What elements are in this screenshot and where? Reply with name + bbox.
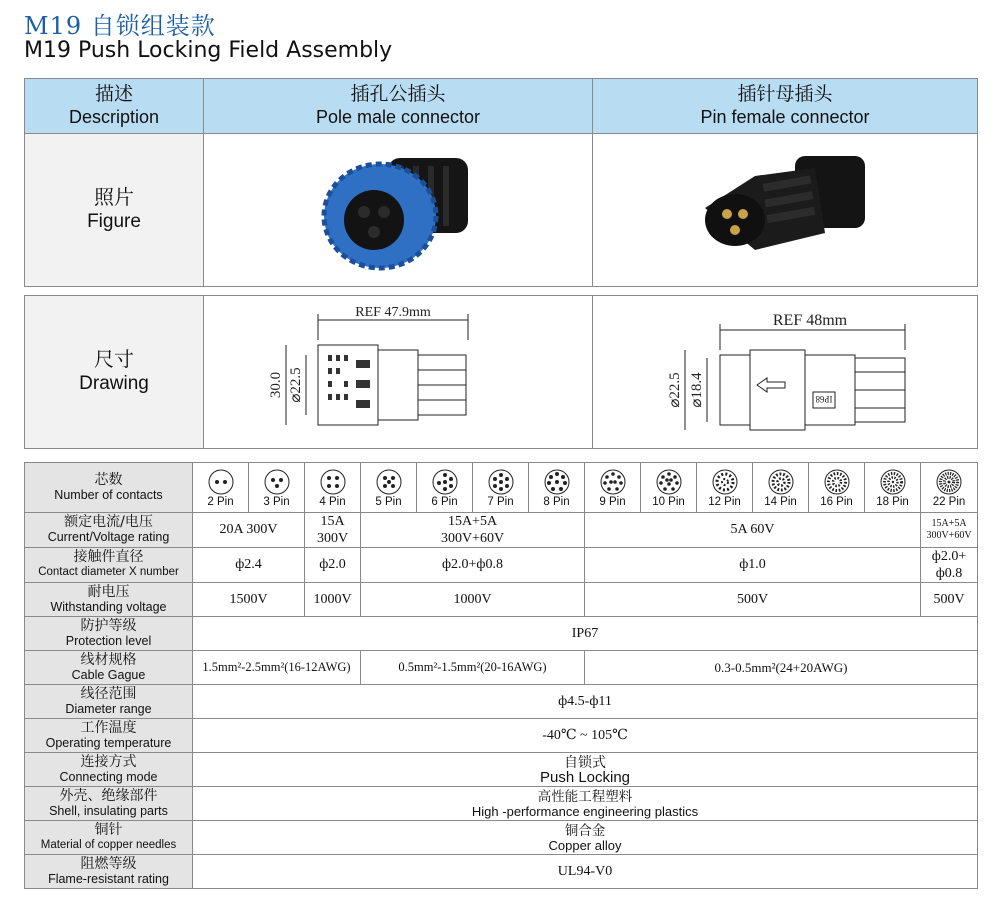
- figure-label: [25, 134, 204, 287]
- pin-cell: [753, 463, 809, 513]
- shell-value-cn: 高性能工程塑料: [537, 788, 633, 804]
- flame-label-en: Flame-resistant rating: [48, 871, 169, 886]
- pin-cell: [697, 463, 753, 513]
- female-ip-mark: IP68: [815, 393, 833, 404]
- shell-label: [25, 787, 193, 821]
- male-connector-image: [298, 138, 498, 278]
- product-overview-table: [24, 78, 978, 449]
- pin-label: 12 Pin: [708, 495, 741, 508]
- flame-label: [25, 855, 193, 889]
- range-label: [25, 685, 193, 719]
- rating-value-line: 15A: [320, 514, 345, 529]
- mode-label: [25, 753, 193, 787]
- rating-value-line: 300V: [316, 531, 349, 546]
- temp-label-en: Operating temperature: [45, 735, 172, 750]
- header-description: [25, 79, 204, 134]
- pin-cell: [809, 463, 865, 513]
- diameter-row: [25, 548, 978, 583]
- protection-label: [25, 617, 193, 651]
- pin-9-icon: [600, 469, 626, 495]
- pin-10-icon: [656, 469, 682, 495]
- voltage-label-en: Withstanding voltage: [50, 599, 167, 614]
- female-diameter2-label: ⌀18.4: [689, 371, 705, 408]
- temp-label: [25, 719, 193, 753]
- mode-value-en: Push Locking: [539, 768, 631, 786]
- pin-cell: [865, 463, 921, 513]
- header-male-en: Pole male connector: [315, 107, 481, 127]
- rating-label-cn: 额定电流/电压: [64, 514, 153, 530]
- rating-value: [361, 513, 585, 548]
- rating-row: [25, 513, 978, 548]
- female-connector-image: [685, 138, 885, 278]
- pin-label: 14 Pin: [764, 495, 797, 508]
- range-row: [25, 685, 978, 719]
- protection-label-en: Protection level: [65, 633, 152, 648]
- pin-2-icon: [208, 469, 234, 495]
- pin-18-icon: [880, 469, 906, 495]
- diameter-value-line: ф2.0+: [931, 549, 967, 564]
- rating-value: [921, 513, 978, 548]
- contacts-label-cn: 芯数: [94, 471, 123, 488]
- pin-cell: [641, 463, 697, 513]
- pin-cell: [305, 463, 361, 513]
- header-female-en: Pin female connector: [700, 107, 870, 127]
- diameter-value-line: ф0.8: [935, 566, 963, 581]
- shell-value-en: High -performance engineering plastics: [471, 803, 699, 819]
- copper-label-cn: 铜针: [94, 821, 123, 838]
- diameter-value: ф1.0: [585, 548, 921, 583]
- pin-label: 9 Pin: [599, 495, 626, 508]
- female-diameter1-label: ⌀22.5: [667, 371, 683, 408]
- pin-label: 3 Pin: [263, 495, 290, 508]
- mode-value: [193, 753, 978, 787]
- voltage-value: 1000V: [361, 583, 585, 617]
- pin-cell: [249, 463, 305, 513]
- pin-cell: [417, 463, 473, 513]
- female-connector-drawing: [593, 296, 978, 449]
- voltage-value: 1500V: [193, 583, 305, 617]
- range-value: ф4.5-ф11: [193, 685, 978, 719]
- flame-value: UL94-V0: [193, 855, 978, 889]
- diameter-label: [25, 548, 193, 583]
- voltage-label: [25, 583, 193, 617]
- page-title-cn: M19 自锁组装款: [24, 12, 216, 40]
- page-title-en: M19 Push Locking Field Assembly: [24, 38, 393, 63]
- pin-label: 10 Pin: [652, 495, 685, 508]
- cable-value: 0.3-0.5mm²(24+20AWG): [585, 651, 978, 685]
- copper-label: [25, 821, 193, 855]
- cable-row: [25, 651, 978, 685]
- pin-cell: [193, 463, 249, 513]
- pin-label: 4 Pin: [319, 495, 346, 508]
- pin-cell: [585, 463, 641, 513]
- pin-label: 8 Pin: [543, 495, 570, 508]
- copper-value: [193, 821, 978, 855]
- temp-row: [25, 719, 978, 753]
- male-connector-photo: [204, 134, 593, 287]
- voltage-row: [25, 583, 978, 617]
- rating-label-en: Current/Voltage rating: [47, 530, 170, 544]
- copper-value-cn: 铜合金: [564, 822, 606, 838]
- voltage-value: 500V: [921, 583, 978, 617]
- figure-label-en: Figure: [87, 211, 141, 232]
- header-male-cn: 插孔公插头: [350, 84, 446, 105]
- pin-cell: [473, 463, 529, 513]
- temp-label-cn: 工作温度: [80, 719, 137, 736]
- rating-value: 5A 60V: [585, 513, 921, 548]
- mode-label-cn: 连接方式: [80, 753, 137, 770]
- pin-cell: [361, 463, 417, 513]
- copper-label-en: Material of copper needles: [40, 838, 177, 851]
- diameter-label-cn: 接触件直径: [73, 549, 144, 565]
- pin-label: 7 Pin: [487, 495, 514, 508]
- shell-row: [25, 787, 978, 821]
- diameter-value: ф2.0: [305, 548, 361, 583]
- pin-8-icon: [544, 469, 570, 495]
- contacts-label-en: Number of contacts: [54, 487, 163, 502]
- pin-16-icon: [824, 469, 850, 495]
- pin-3-icon: [264, 469, 290, 495]
- protection-row: [25, 617, 978, 651]
- header-female-cn: 插针母插头: [737, 84, 833, 105]
- rating-value-line: 300V+60V: [440, 531, 505, 546]
- cable-label-cn: 线材规格: [80, 651, 137, 668]
- cable-value: 1.5mm²-2.5mm²(16-12AWG): [193, 651, 361, 685]
- pin-cell: [921, 463, 978, 513]
- shell-label-en: Shell, insulating parts: [49, 803, 168, 818]
- pin-label: 16 Pin: [820, 495, 853, 508]
- mode-row: [25, 753, 978, 787]
- pin-7-icon: [488, 469, 514, 495]
- cable-label: [25, 651, 193, 685]
- male-diameter-label: ⌀22.5: [288, 366, 304, 403]
- header-description-cn: 描述: [94, 84, 133, 105]
- pin-cell: [529, 463, 585, 513]
- flame-label-cn: 阻燃等级: [80, 855, 137, 872]
- rating-value-line: 15A+5A: [447, 514, 498, 529]
- pin-label: 2 Pin: [207, 495, 234, 508]
- male-height-label: 30.0: [268, 371, 284, 398]
- diameter-label-en: Contact diameter X number: [38, 566, 179, 578]
- pin-14-icon: [768, 469, 794, 495]
- spec-table: [24, 462, 978, 889]
- drawing-label-en: Drawing: [79, 373, 149, 394]
- male-connector-drawing: [204, 296, 593, 449]
- shell-label-cn: 外壳、绝缘部件: [59, 787, 158, 804]
- male-dimension-drawing: [248, 300, 548, 440]
- cable-label-en: Cable Gague: [71, 667, 146, 682]
- protection-label-cn: 防护等级: [80, 617, 137, 634]
- pin-label: 6 Pin: [431, 495, 458, 508]
- temp-value: -40℃ ~ 105℃: [193, 719, 978, 753]
- pin-4-icon: [320, 469, 346, 495]
- copper-value-en: Copper alloy: [548, 837, 622, 853]
- drawing-label-cn: 尺寸: [94, 349, 134, 371]
- rating-value-line: 15A+5A: [931, 518, 967, 529]
- female-length-label: REF 48mm: [772, 311, 848, 329]
- voltage-label-cn: 耐电压: [87, 583, 130, 600]
- range-label-en: Diameter range: [65, 701, 152, 716]
- range-label-cn: 线径范围: [80, 685, 137, 702]
- diameter-value: [921, 548, 978, 583]
- pin-label: 18 Pin: [876, 495, 909, 508]
- header-female: [593, 79, 978, 134]
- shell-value: [193, 787, 978, 821]
- female-connector-photo: [593, 134, 978, 287]
- rating-value: 20A 300V: [193, 513, 305, 548]
- rating-value: [305, 513, 361, 548]
- header-description-en: Description: [68, 107, 160, 127]
- contacts-label: [25, 463, 193, 513]
- male-length-label: REF 47.9mm: [355, 304, 431, 320]
- pin-label: 22 Pin: [932, 495, 966, 508]
- protection-value: IP67: [193, 617, 978, 651]
- header-male: [204, 79, 593, 134]
- rating-label: [25, 513, 193, 548]
- voltage-value: 1000V: [305, 583, 361, 617]
- copper-row: [25, 821, 978, 855]
- flame-row: [25, 855, 978, 889]
- pin-label: 5 Pin: [375, 495, 402, 508]
- pin-12-icon: [712, 469, 738, 495]
- pin-22-icon: [936, 469, 962, 495]
- diameter-value: ф2.4: [193, 548, 305, 583]
- diameter-value: ф2.0+ф0.8: [361, 548, 585, 583]
- voltage-value: 500V: [585, 583, 921, 617]
- pin-6-icon: [432, 469, 458, 495]
- cable-value: 0.5mm²-1.5mm²(20-16AWG): [361, 651, 585, 685]
- rating-value-line: 300V+60V: [926, 530, 972, 541]
- drawing-label: [25, 296, 204, 449]
- female-dimension-drawing: [635, 300, 935, 440]
- pin-5-icon: [376, 469, 402, 495]
- mode-label-en: Connecting mode: [59, 769, 158, 784]
- mode-value-cn: 自锁式: [564, 753, 606, 770]
- contacts-row: [25, 463, 978, 513]
- figure-label-cn: 照片: [94, 187, 134, 209]
